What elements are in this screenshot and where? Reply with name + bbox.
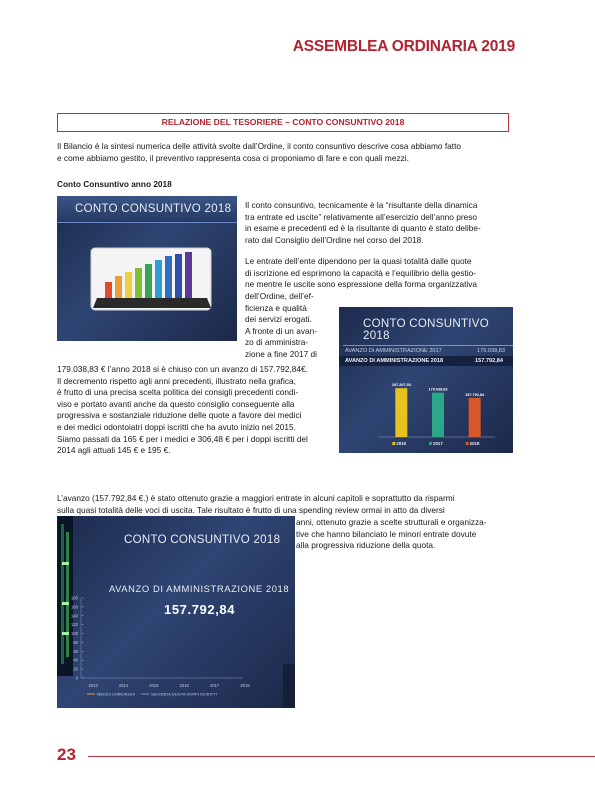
x-tick-label: 2017 xyxy=(209,683,220,688)
legend-label: MEDICI CHIRURGHI xyxy=(97,691,135,697)
text-line: zo di amministra- xyxy=(245,337,309,348)
paragraph-revenue-narrow xyxy=(245,291,333,361)
text-line: rato dal Consiglio dell’Ordine nel corso del 2018. xyxy=(245,234,424,245)
subheading: Conto Consuntivo anno 2018 xyxy=(57,179,172,189)
text-line: di iscrizione ed esprimono la capacità e l’equilibrio della gestio- xyxy=(245,267,477,278)
text-line: alla progressiva riduzione della quota. xyxy=(296,540,436,551)
text-line: L’avanzo (157.792,84 €.) è stato ottenuto grazie a maggiori entrate in alcuni capitoli e soprattutto da risparmi xyxy=(57,493,455,503)
text-line: Le entrate dell’ente dipendono per la quasi totalità dalle quote xyxy=(245,256,472,266)
intro-line: Il Bilancio è la sintesi numerica delle attività svolte dall’Ordine, il conto consuntivo descrive cosa abbiamo fatto xyxy=(57,141,461,151)
chart-bar xyxy=(469,398,481,437)
chart-bar xyxy=(395,388,407,437)
page-number: 23 xyxy=(57,745,76,764)
paragraph-avanzo-narrow xyxy=(296,517,518,552)
divider xyxy=(343,345,513,346)
x-tick-label: 2015 xyxy=(149,683,159,688)
text-line: 2014 agli attuali 145 € e 195 €. xyxy=(57,445,171,456)
text-line: zione a fine 2017 di xyxy=(245,348,317,359)
chart-category-label: 2016 xyxy=(396,441,407,446)
x-tick-label: 2013 xyxy=(88,683,98,688)
avanzo-2017-label: AVANZO DI AMMINISTRAZIONE 2017 xyxy=(345,348,442,354)
quota-line-chart xyxy=(57,592,295,708)
y-tick-label: 0 xyxy=(75,675,78,681)
x-tick-label: 2014 xyxy=(118,683,129,688)
text-line: dell’Ordine, dell’ef- xyxy=(245,291,314,301)
y-tick-label: 180 xyxy=(71,595,78,601)
slide-image-conto-consuntivo xyxy=(57,196,237,341)
avanzo-2018-label: AVANZO DI AMMINISTRAZIONE 2018 xyxy=(345,358,444,364)
text-line: sulla quasi totalità delle voci di uscita. Tale risultato è frutto di una spending review ormai in atto da diversi xyxy=(57,504,445,515)
text-line: Siamo passati da 165 € per i medici e 306,48 € per i doppi iscritti del xyxy=(57,433,308,444)
text-line: Il decremento rispetto agli anni precedenti, illustrato nella grafica, xyxy=(57,375,296,386)
text-line: ficienza e qualità xyxy=(245,302,307,313)
slide-image-avanzo-2018 xyxy=(57,516,295,708)
footer-line xyxy=(88,756,595,757)
y-tick-label: 20 xyxy=(73,666,78,672)
chart-data-label: 157.792,84 xyxy=(465,392,485,397)
text-line: tra entrate ed uscite” relativamente all’esercizio dell’anno preso xyxy=(245,211,477,222)
y-tick-label: 120 xyxy=(71,622,78,628)
chart-legend-swatch xyxy=(429,442,432,445)
text-line: 179.038,83 € l’anno 2018 si è chiuso con un avanzo di 157.792,84€. xyxy=(57,364,308,374)
tablet-chart-icon xyxy=(87,246,217,316)
y-tick-label: 160 xyxy=(71,604,78,610)
text-line: A fronte di un avan- xyxy=(245,325,317,336)
avanzo-2018-amount: 157.792,84 xyxy=(164,602,236,617)
avanzo-2018-value: 157.792,84 xyxy=(475,358,503,364)
paragraph-decrease xyxy=(57,364,335,457)
slide-edge xyxy=(283,664,295,708)
chart-data-label: 197.207,93 xyxy=(391,383,411,388)
avanzo-bar-chart xyxy=(377,377,497,449)
x-tick-label: 2018 xyxy=(240,683,250,688)
legend-label: SECONDA QUOTA DOPPI ISCRITTI xyxy=(151,691,217,697)
document-header-title: ASSEMBLEA ORDINARIA 2019 xyxy=(292,38,515,55)
text-line: e dei medici odontoiatri doppi iscritti che ha avuto inizio nel 2015. xyxy=(57,421,296,432)
slide-title: CONTO CONSUNTIVO 2018 xyxy=(124,534,281,546)
slide-title: CONTO CONSUNTIVO 2018 xyxy=(363,318,489,342)
slide-image-avanzo-bars xyxy=(339,307,513,453)
y-tick-label: 60 xyxy=(73,648,78,654)
chart-category-label: 2017 xyxy=(433,441,443,446)
text-line: dei servizi erogati. xyxy=(245,314,312,325)
text-line: tive che hanno bilanciato le minori entrate dovute xyxy=(296,528,477,539)
avanzo-2018-subtitle: AVANZO DI AMMINISTRAZIONE 2018 xyxy=(109,583,290,594)
intro-line: e come abbiamo gestito, il preventivo rappresenta cosa ci proponiamo di fare e con quali mezzi. xyxy=(57,152,409,163)
y-tick-label: 100 xyxy=(71,631,78,637)
divider xyxy=(57,222,237,223)
text-line: anni, ottenuto grazie a scelte strutturali e organizza- xyxy=(296,517,487,527)
paragraph-definition xyxy=(245,200,511,246)
x-tick-label: 2016 xyxy=(179,683,189,688)
slide-title: CONTO CONSUNTIVO 2018 xyxy=(75,203,232,215)
paragraph-avanzo xyxy=(57,493,517,516)
text-line: è frutto di una precisa scelta politica dei consigli precedenti condi- xyxy=(57,387,299,398)
text-line: progressiva e sostanziale riduzione delle quote a favore dei medici xyxy=(57,410,302,421)
avanzo-2017-value: 179.038,83 xyxy=(477,348,505,354)
text-line: viso e portato avanti anche da questo consiglio conseguente alla xyxy=(57,398,295,409)
chart-bar xyxy=(432,393,444,437)
text-line: Il conto consuntivo, tecnicamente è la “risultante della dinamica xyxy=(245,200,478,210)
chart-category-label: 2018 xyxy=(469,441,480,446)
y-tick-label: 140 xyxy=(71,613,78,619)
y-tick-label: 80 xyxy=(73,639,78,645)
section-title-box: RELAZIONE DEL TESORIERE – CONTO CONSUNTIVO 2018 xyxy=(57,113,509,132)
text-line: in esame e precedenti ed è la risultante di quanto è stato delibe- xyxy=(245,223,481,234)
paragraph-revenue xyxy=(245,256,511,291)
chart-legend-swatch xyxy=(392,442,395,445)
chart-legend-swatch xyxy=(466,442,469,445)
text-line: ne mentre le uscite sono espressione della forma organizzativa xyxy=(245,279,477,290)
chart-data-label: 179.038,83 xyxy=(428,387,448,392)
intro-paragraph xyxy=(57,141,509,164)
y-tick-label: 40 xyxy=(73,657,78,663)
